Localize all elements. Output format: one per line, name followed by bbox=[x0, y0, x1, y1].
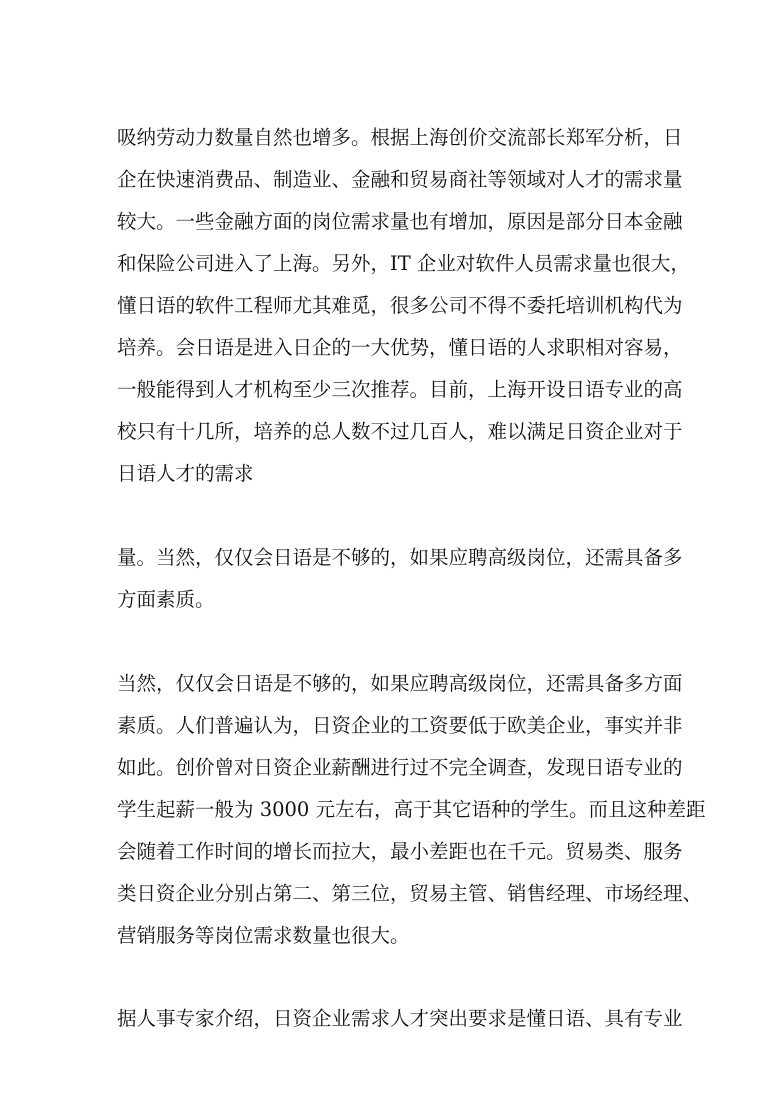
text-line: 会随着工作时间的增长而拉大，最小差距也在千元。贸易类、服务 bbox=[117, 840, 683, 863]
text-line: 方面素质。 bbox=[117, 588, 215, 611]
text-line: 培养。会日语是进入日企的一大优势，懂日语的人求职相对容易， bbox=[117, 336, 683, 359]
text-line: 营销服务等岗位需求数量也很大。 bbox=[117, 924, 410, 947]
text-line: 日语人才的需求 bbox=[117, 462, 254, 485]
text-line: 一般能得到人才机构至少三次推荐。目前，上海开设日语专业的高 bbox=[117, 378, 683, 401]
text-line: 素质。人们普遍认为，日资企业的工资要低于欧美企业，事实并非 bbox=[117, 714, 683, 737]
text-line: 较大。一些金融方面的岗位需求量也有增加，原因是部分日本金融 bbox=[117, 210, 683, 233]
text-line: 据人事专家介绍，日资企业需求人才突出要求是懂日语、具有专业 bbox=[117, 1007, 683, 1030]
text-line: 吸纳劳动力数量自然也增多。根据上海创价交流部长郑军分析，日 bbox=[117, 126, 683, 149]
text-line: 类日资企业分别占第二、第三位，贸易主管、销售经理、市场经理、 bbox=[117, 882, 703, 905]
text-line: 量。当然，仅仅会日语是不够的，如果应聘高级岗位，还需具备多 bbox=[117, 546, 683, 569]
text-line: 校只有十几所，培养的总人数不过几百人，难以满足日资企业对于 bbox=[117, 420, 683, 443]
text-line: 学生起薪一般为 3000 元左右，高于其它语种的学生。而且这种差距 bbox=[117, 798, 706, 821]
text-line: 当然，仅仅会日语是不够的，如果应聘高级岗位，还需具备多方面 bbox=[117, 672, 683, 695]
text-line: 和保险公司进入了上海。另外，IT 企业对软件人员需求量也很大， bbox=[117, 252, 690, 275]
text-line: 懂日语的软件工程师尤其难觅，很多公司不得不委托培训机构代为 bbox=[117, 294, 683, 317]
text-line: 企在快速消费品、制造业、金融和贸易商社等领域对人才的需求量 bbox=[117, 168, 683, 191]
text-line: 如此。创价曾对日资企业薪酬进行过不完全调查，发现日语专业的 bbox=[117, 756, 683, 779]
